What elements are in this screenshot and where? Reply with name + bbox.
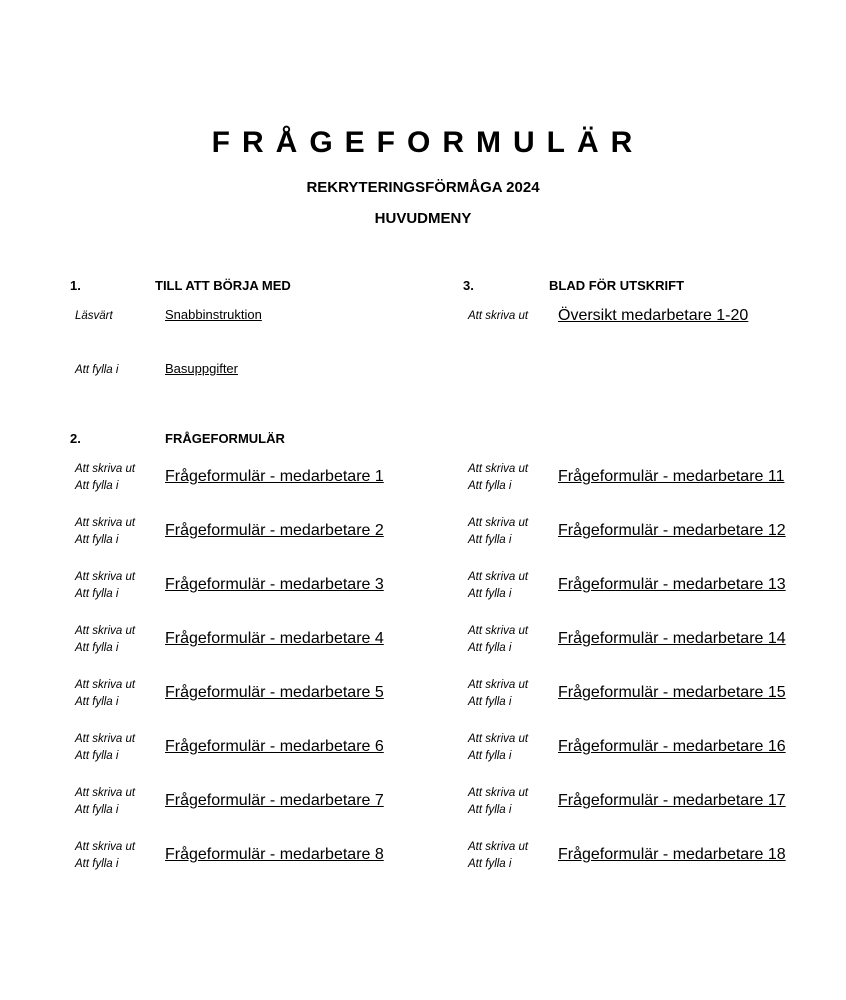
link-snabbinstruktion[interactable]: Snabbinstruktion: [165, 307, 262, 322]
link-frageformular-medarbetare[interactable]: Frågeformulär - medarbetare 16: [558, 738, 786, 755]
section-1-note: Att fylla i: [75, 364, 119, 376]
note-att-fylla-i: Att fylla i: [468, 642, 512, 654]
note-att-skriva-ut: Att skriva ut: [75, 463, 136, 475]
link-frageformular-medarbetare[interactable]: Frågeformulär - medarbetare 7: [165, 792, 384, 809]
section-1-number: 1.: [70, 278, 81, 293]
section-3-note: Att skriva ut: [468, 310, 529, 322]
link-oversikt-medarbetare[interactable]: Översikt medarbetare 1-20: [558, 307, 749, 324]
section-1-note: Läsvärt: [75, 310, 113, 322]
page-title: FRÅGEFORMULÄR: [211, 126, 645, 159]
section-3-number: 3.: [463, 278, 474, 293]
note-att-fylla-i: Att fylla i: [75, 534, 119, 546]
note-att-fylla-i: Att fylla i: [468, 696, 512, 708]
note-att-skriva-ut: Att skriva ut: [75, 571, 136, 583]
note-att-fylla-i: Att fylla i: [468, 804, 512, 816]
link-frageformular-medarbetare[interactable]: Frågeformulär - medarbetare 14: [558, 630, 786, 647]
note-att-skriva-ut: Att skriva ut: [468, 841, 529, 853]
note-att-skriva-ut: Att skriva ut: [75, 733, 136, 745]
note-att-fylla-i: Att fylla i: [75, 588, 119, 600]
section-2-title: FRÅGEFORMULÄR: [165, 431, 285, 446]
link-frageformular-medarbetare[interactable]: Frågeformulär - medarbetare 5: [165, 684, 384, 701]
note-att-fylla-i: Att fylla i: [75, 696, 119, 708]
note-att-skriva-ut: Att skriva ut: [75, 625, 136, 637]
note-att-fylla-i: Att fylla i: [468, 534, 512, 546]
note-att-skriva-ut: Att skriva ut: [468, 625, 529, 637]
section-3-title: BLAD FÖR UTSKRIFT: [549, 278, 685, 293]
note-att-skriva-ut: Att skriva ut: [468, 463, 529, 475]
note-att-fylla-i: Att fylla i: [468, 858, 512, 870]
note-att-fylla-i: Att fylla i: [468, 480, 512, 492]
note-att-skriva-ut: Att skriva ut: [75, 679, 136, 691]
note-att-fylla-i: Att fylla i: [75, 750, 119, 762]
note-att-fylla-i: Att fylla i: [75, 642, 119, 654]
note-att-skriva-ut: Att skriva ut: [468, 787, 529, 799]
note-att-skriva-ut: Att skriva ut: [75, 841, 136, 853]
note-att-fylla-i: Att fylla i: [468, 588, 512, 600]
note-att-skriva-ut: Att skriva ut: [468, 517, 529, 529]
note-att-skriva-ut: Att skriva ut: [75, 787, 136, 799]
link-frageformular-medarbetare[interactable]: Frågeformulär - medarbetare 17: [558, 792, 786, 809]
link-frageformular-medarbetare[interactable]: Frågeformulär - medarbetare 2: [165, 522, 384, 539]
link-frageformular-medarbetare[interactable]: Frågeformulär - medarbetare 3: [165, 576, 384, 593]
link-frageformular-medarbetare[interactable]: Frågeformulär - medarbetare 11: [558, 468, 785, 485]
link-basuppgifter[interactable]: Basuppgifter: [165, 361, 238, 376]
link-frageformular-medarbetare[interactable]: Frågeformulär - medarbetare 12: [558, 522, 786, 539]
link-frageformular-medarbetare[interactable]: Frågeformulär - medarbetare 8: [165, 846, 384, 863]
link-frageformular-medarbetare[interactable]: Frågeformulär - medarbetare 1: [165, 468, 384, 485]
note-att-fylla-i: Att fylla i: [468, 750, 512, 762]
note-att-skriva-ut: Att skriva ut: [468, 733, 529, 745]
note-att-skriva-ut: Att skriva ut: [468, 679, 529, 691]
link-frageformular-medarbetare[interactable]: Frågeformulär - medarbetare 6: [165, 738, 384, 755]
section-2-number: 2.: [70, 431, 81, 446]
note-att-fylla-i: Att fylla i: [75, 858, 119, 870]
note-att-fylla-i: Att fylla i: [75, 480, 119, 492]
note-att-skriva-ut: Att skriva ut: [75, 517, 136, 529]
page-subtitle: REKRYTERINGSFÖRMÅGA 2024: [306, 179, 540, 196]
note-att-skriva-ut: Att skriva ut: [468, 571, 529, 583]
list-item: [0, 461, 785, 497]
link-frageformular-medarbetare[interactable]: Frågeformulär - medarbetare 18: [558, 846, 786, 863]
section-1-title: TILL ATT BÖRJA MED: [155, 278, 291, 293]
link-frageformular-medarbetare[interactable]: Frågeformulär - medarbetare 4: [165, 630, 384, 647]
menu-title: HUVUDMENY: [374, 210, 472, 227]
link-frageformular-medarbetare[interactable]: Frågeformulär - medarbetare 15: [558, 684, 786, 701]
link-frageformular-medarbetare[interactable]: Frågeformulär - medarbetare 13: [558, 576, 786, 593]
note-att-fylla-i: Att fylla i: [75, 804, 119, 816]
